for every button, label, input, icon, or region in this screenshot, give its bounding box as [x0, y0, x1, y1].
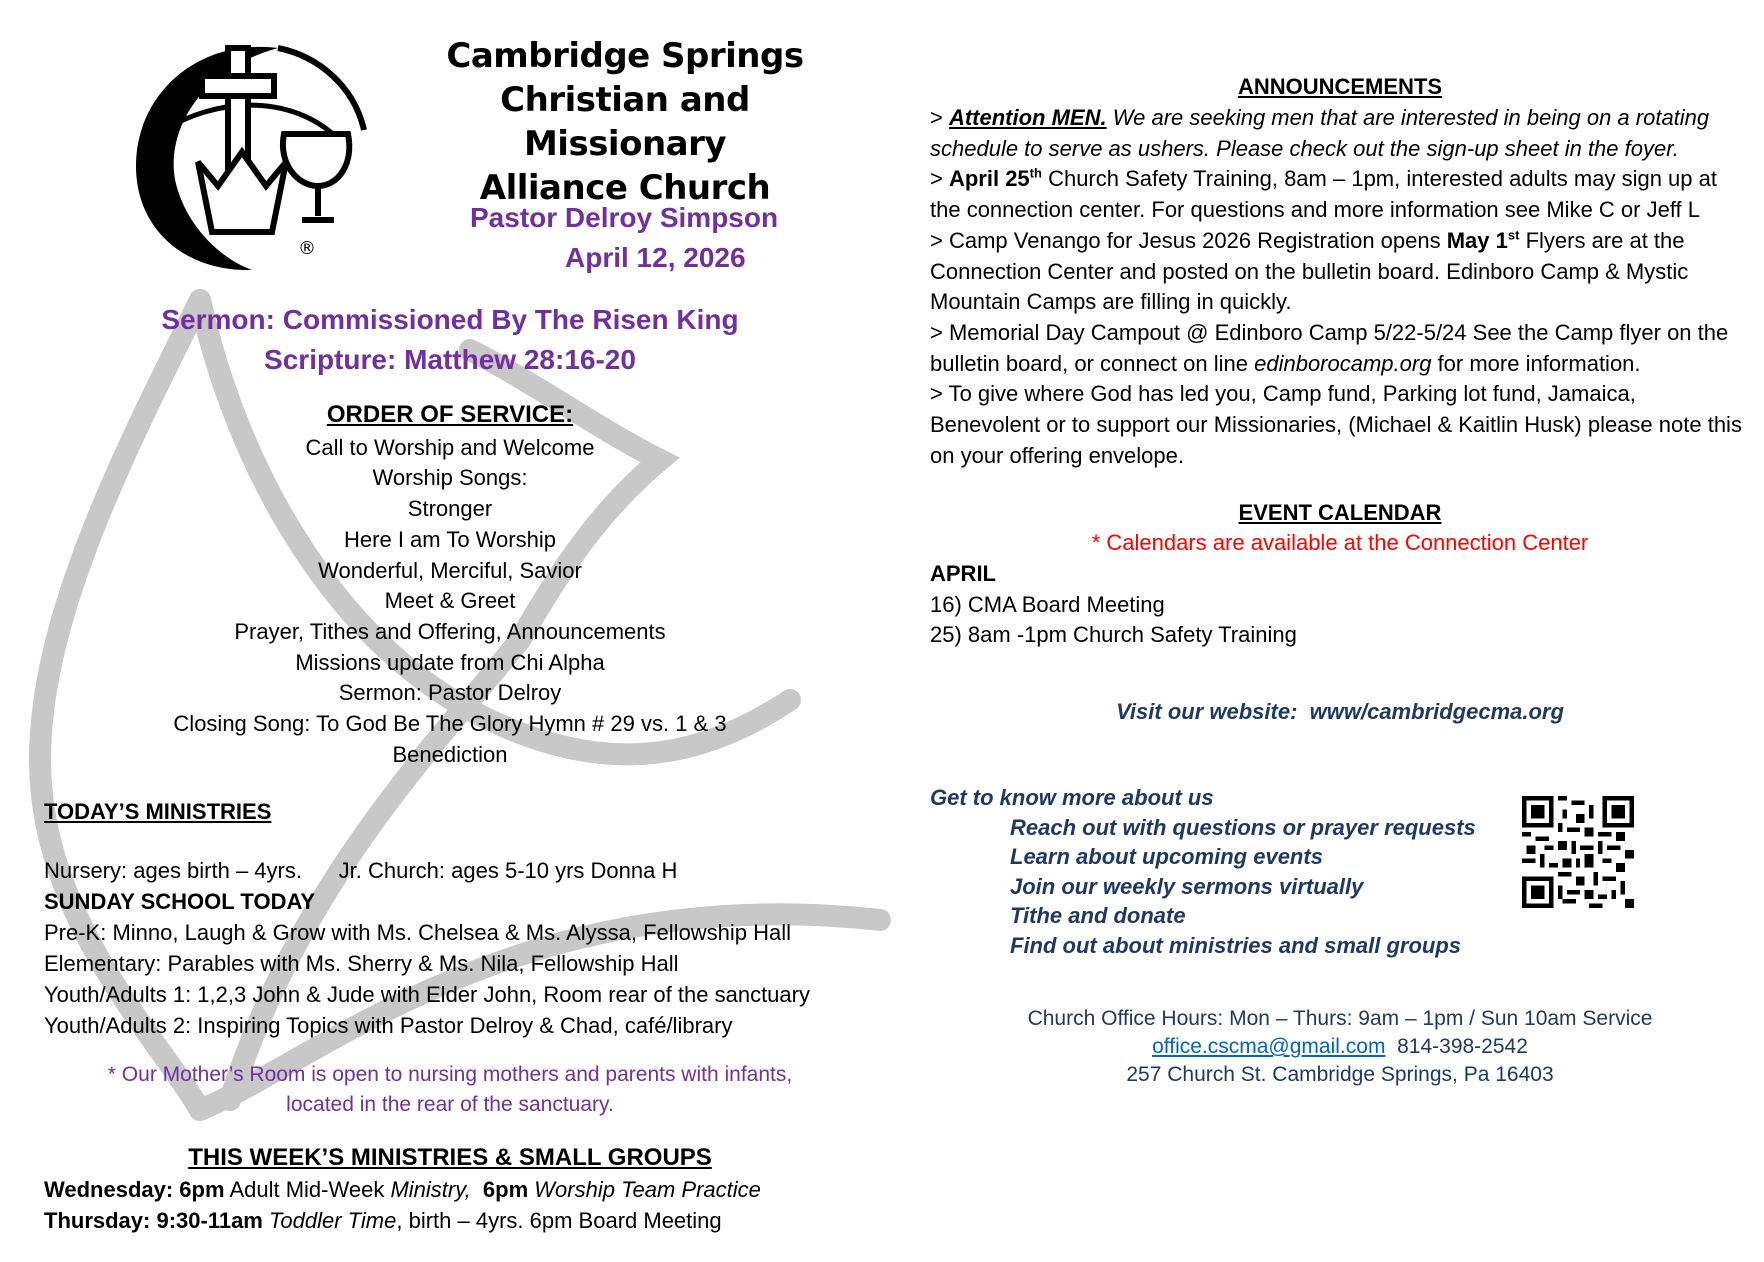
calendar-note: * Calendars are available at the Connection Center: [1091, 530, 1589, 555]
list-item-label: Tithe and donate: [1010, 903, 1186, 928]
website-line[interactable]: Visit our website: www/cambridgecma.org: [1116, 699, 1564, 724]
announcement-item: [930, 226, 1750, 318]
announcement-item: > To give where God has led you, Camp fund, Parking lot fund, Jamaica, Benevolent or to support our Missionaries, (Michael & Kaitlin Husk) please note this on your offering envelope.: [930, 381, 1742, 468]
service-item: Meet & Greet: [384, 588, 516, 614]
sunday-school-class: Elementary: Parables with Ms. Sherry & Ms. Nila, Fellowship Hall: [44, 951, 679, 976]
scripture: Scripture: Matthew 28:16-20: [264, 344, 636, 375]
list-item-label: Join our weekly sermons virtually: [1010, 873, 1364, 899]
address: 257 Church St. Cambridge Springs, Pa 16403: [1126, 1063, 1554, 1086]
service-item: Stronger: [407, 496, 493, 522]
service-item: Here I am To Worship: [344, 526, 556, 552]
superscript: th: [1029, 166, 1042, 182]
thursday-day: Thursday: 9:30-11am: [44, 1208, 263, 1233]
todays-ministries: [44, 855, 810, 1041]
camp-website: edinborocamp.org: [1254, 350, 1432, 376]
service-item: Missions update from Chi Alpha: [295, 649, 605, 675]
announcement-text: Flyers are at the Connection Center and posted on the bulletin board. Edinboro Camp & Mystic Mountain Camps are filling in quickly.: [930, 227, 1689, 315]
service-item: Prayer, Tithes and Offering, Announcements: [234, 618, 666, 644]
thursday-toddler: Toddler Time: [262, 1208, 397, 1233]
wednesday-practice: Worship Team Practice: [528, 1177, 761, 1202]
contact-line: [930, 1033, 1750, 1061]
wednesday-ministry: Ministry,: [390, 1177, 471, 1202]
announcement-text: We are seeking men that are interested in being on a rotating schedule to serve as ushers. Please check out the sign-up sheet in the foyer.: [930, 105, 1710, 161]
event-item: 25) 8am -1pm Church Safety Training: [930, 622, 1297, 648]
weekly-ministries: [44, 1174, 761, 1236]
todays-ministries-heading: TODAY’S MINISTRIES: [44, 799, 272, 824]
list-item: [930, 931, 1750, 961]
service-date: April 12, 2026: [565, 242, 746, 273]
safety-date: April 25: [948, 166, 1030, 192]
sunday-school-heading: SUNDAY SCHOOL TODAY: [44, 889, 316, 914]
registered-mark: ®: [298, 238, 316, 259]
service-item: Benediction: [392, 741, 508, 767]
service-item: Call to Worship and Welcome: [305, 434, 595, 460]
church-logo-icon: [128, 34, 368, 279]
get-to-know-heading: Get to know more about us: [930, 785, 1214, 810]
event-item: 16) CMA Board Meeting: [930, 591, 1165, 617]
right-column: [930, 0, 1750, 1262]
announcements-heading: ANNOUNCEMENTS: [1237, 74, 1443, 99]
list-item-label: Find out about ministries and small groups: [1010, 932, 1462, 958]
list-item-label: Reach out with questions or prayer requests: [1010, 814, 1476, 840]
mothers-room-line: located in the rear of the sanctuary.: [286, 1093, 614, 1116]
service-item: Wonderful, Merciful, Savior: [318, 557, 582, 583]
office-info: [930, 1005, 1750, 1089]
wednesday-text: Adult Mid-Week: [224, 1177, 391, 1202]
prefix: >: [930, 166, 949, 192]
sermon-block: [0, 300, 900, 380]
nursery-line: Nursery: ages birth – 4yrs. Jr. Church: ages 5-10 yrs Donna H: [44, 858, 678, 883]
thursday-text: , birth – 4yrs. 6pm Board Meeting: [396, 1208, 722, 1233]
sunday-school-class: Pre-K: Minno, Laugh & Grow with Ms. Chelsea & Ms. Alyssa, Fellowship Hall: [44, 920, 792, 945]
email-link[interactable]: office.cscma@gmail.com: [1152, 1035, 1386, 1058]
registration-date: May 1: [1446, 227, 1508, 253]
qr-code-icon[interactable]: [1522, 796, 1634, 908]
event-month: APRIL: [930, 561, 996, 586]
order-of-service-heading: ORDER OF SERVICE:: [326, 401, 574, 428]
superscript: st: [1507, 227, 1520, 243]
announcement-item: [930, 318, 1750, 379]
service-item: Sermon: Pastor Delroy: [338, 680, 562, 706]
phone-number: 814-398-2542: [1385, 1035, 1528, 1058]
prefix: >: [930, 105, 949, 130]
weekly-ministries-heading: THIS WEEK’S MINISTRIES & SMALL GROUPS: [188, 1144, 712, 1171]
service-item: Worship Songs:: [372, 465, 528, 491]
announcement-item: [930, 103, 1750, 164]
announcement-text: > Memorial Day Campout @ Edinboro Camp 5/22-5/24 See the Camp flyer on the bulletin board, or connect on line: [930, 319, 1729, 376]
office-hours: Church Office Hours: Mon – Thurs: 9am – 1pm / Sun 10am Service: [1027, 1007, 1653, 1030]
sunday-school-class: Youth/Adults 2: Inspiring Topics with Pastor Delroy & Chad, café/library: [44, 1013, 733, 1038]
announcement-text: for more information.: [1431, 350, 1641, 376]
wednesday-time2: 6pm: [470, 1177, 529, 1202]
list-item-label: Learn about upcoming events: [1010, 844, 1323, 869]
pastor-name: Pastor Delroy Simpson: [470, 202, 779, 233]
announcement-item: [930, 164, 1750, 225]
wednesday-day: Wednesday: 6pm: [44, 1177, 225, 1202]
service-item: Closing Song: To God Be The Glory Hymn # 29 vs. 1 & 3: [173, 711, 727, 737]
announcements: [930, 103, 1750, 471]
sermon-title: Sermon: Commissioned By The Risen King: [161, 304, 739, 335]
mothers-room-note: [0, 1060, 900, 1120]
church-name-line: Christian and Missionary: [500, 80, 750, 164]
announcement-text: Church Safety Training, 8am – 1pm, interested adults may sign up at the connection center. For questions and more information see Mike C or Jeff L: [930, 166, 1717, 223]
announcement-text: > Camp Venango for Jesus 2026 Registration opens: [930, 227, 1447, 253]
church-name-line: Cambridge Springs: [446, 36, 804, 76]
church-name-line: Alliance Church: [479, 168, 771, 208]
order-of-service: [0, 400, 900, 770]
event-list: [930, 559, 1750, 651]
wednesday-line: [44, 1174, 761, 1205]
attention-men: Attention MEN.: [948, 105, 1107, 130]
thursday-line: [44, 1205, 761, 1236]
church-name: [420, 34, 830, 210]
sunday-school-class: Youth/Adults 1: 1,2,3 John & Jude with Elder John, Room rear of the sanctuary: [44, 982, 810, 1007]
event-calendar-heading: EVENT CALENDAR: [1238, 500, 1442, 525]
mothers-room-line: * Our Mother’s Room is open to nursing mothers and parents with infants,: [107, 1063, 793, 1086]
